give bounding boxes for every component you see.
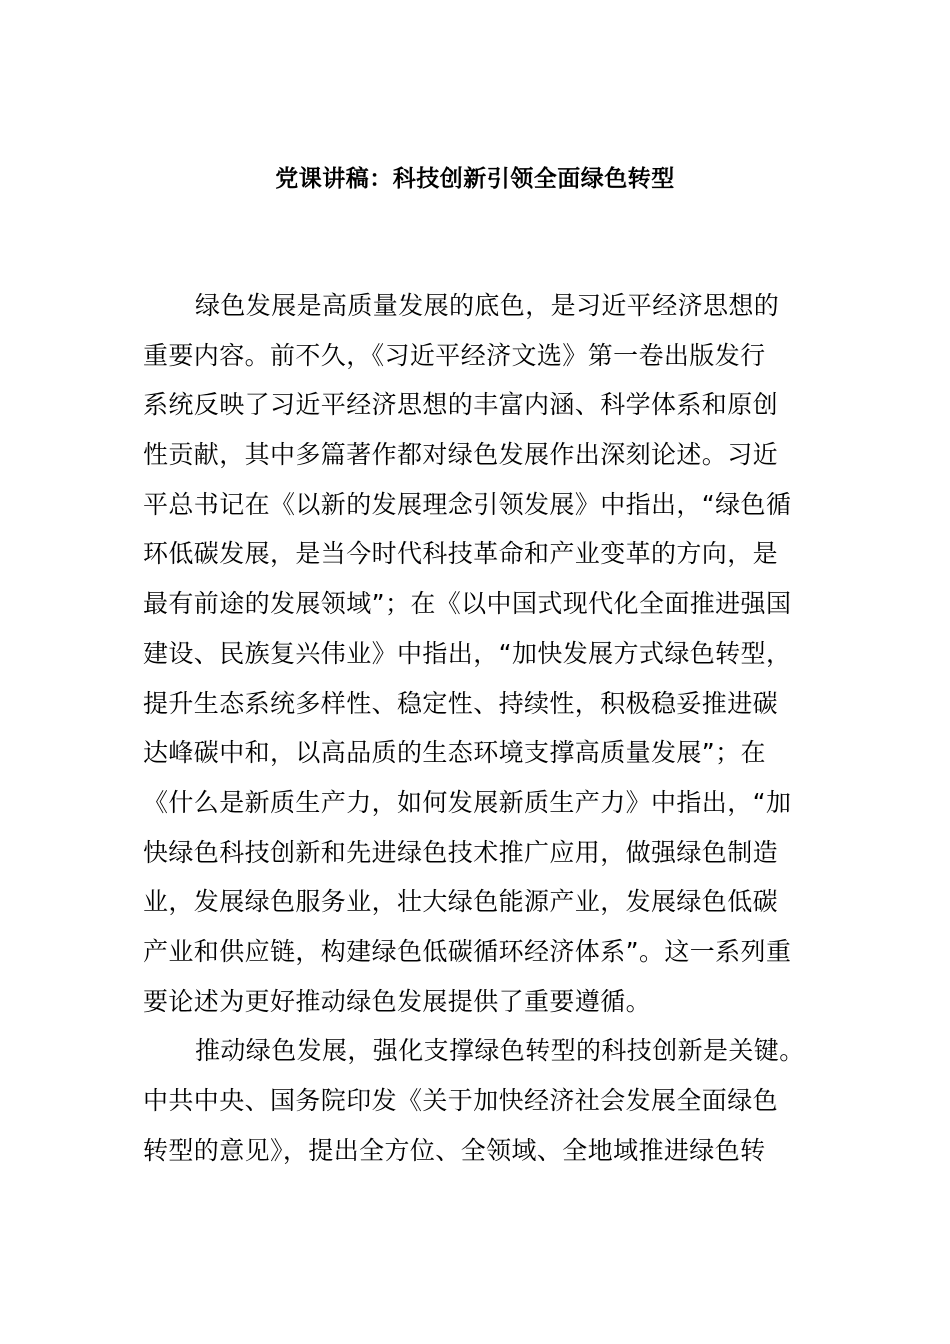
paragraph-line: 建设、民族复兴伟业》中指出，“加快发展方式绿色转型， bbox=[143, 638, 792, 668]
paragraph-line: 业，发展绿色服务业，壮大绿色能源产业，发展绿色低碳 bbox=[143, 887, 779, 917]
paragraph-line: 提升生态系统多样性、稳定性、持续性，积极稳妥推进碳 bbox=[143, 688, 779, 718]
document-title: 党课讲稿：科技创新引领全面绿色转型 bbox=[275, 166, 675, 192]
paragraph-line: 重要内容。前不久，《习近平经济文选》第一卷出版发行 bbox=[143, 340, 766, 370]
paragraph-line: 达峰碳中和，以高品质的生态环境支撑高质量发展”；在 bbox=[143, 738, 766, 768]
paragraph-line: 快绿色科技创新和先进绿色技术推广应用，做强绿色制造 bbox=[143, 837, 779, 867]
paragraph-line: 要论述为更好推动绿色发展提供了重要遵循。 bbox=[143, 986, 652, 1016]
paragraph-line: 中共中央、国务院印发《关于加快经济社会发展全面绿色 bbox=[143, 1086, 779, 1115]
paragraph-line: 最有前途的发展领域”；在《以中国式现代化全面推进强国 bbox=[143, 589, 792, 619]
paragraph-line: 转型的意见》，提出全方位、全领域、全地域推进绿色转 bbox=[143, 1135, 766, 1165]
paragraph-line: 平总书记在《以新的发展理念引领发展》中指出，“绿色循 bbox=[143, 489, 792, 519]
paragraph-line: 产业和供应链，构建绿色低碳循环经济体系”。这一系列重 bbox=[143, 936, 792, 966]
paragraph-line: 《什么是新质生产力，如何发展新质生产力》中指出，“加 bbox=[143, 787, 792, 817]
paragraph-line: 绿色发展是高质量发展的底色，是习近平经济思想的 bbox=[195, 291, 780, 320]
paragraph-line: 系统反映了习近平经济思想的丰富内涵、科学体系和原创 bbox=[143, 390, 779, 420]
paragraph-line: 推动绿色发展，强化支撑绿色转型的科技创新是关键。 bbox=[195, 1036, 805, 1066]
document-body bbox=[143, 281, 807, 1175]
paragraph-line: 性贡献，其中多篇著作都对绿色发展作出深刻论述。习近 bbox=[143, 440, 779, 470]
paragraph-line: 环低碳发展，是当今时代科技革命和产业变革的方向，是 bbox=[143, 539, 779, 569]
